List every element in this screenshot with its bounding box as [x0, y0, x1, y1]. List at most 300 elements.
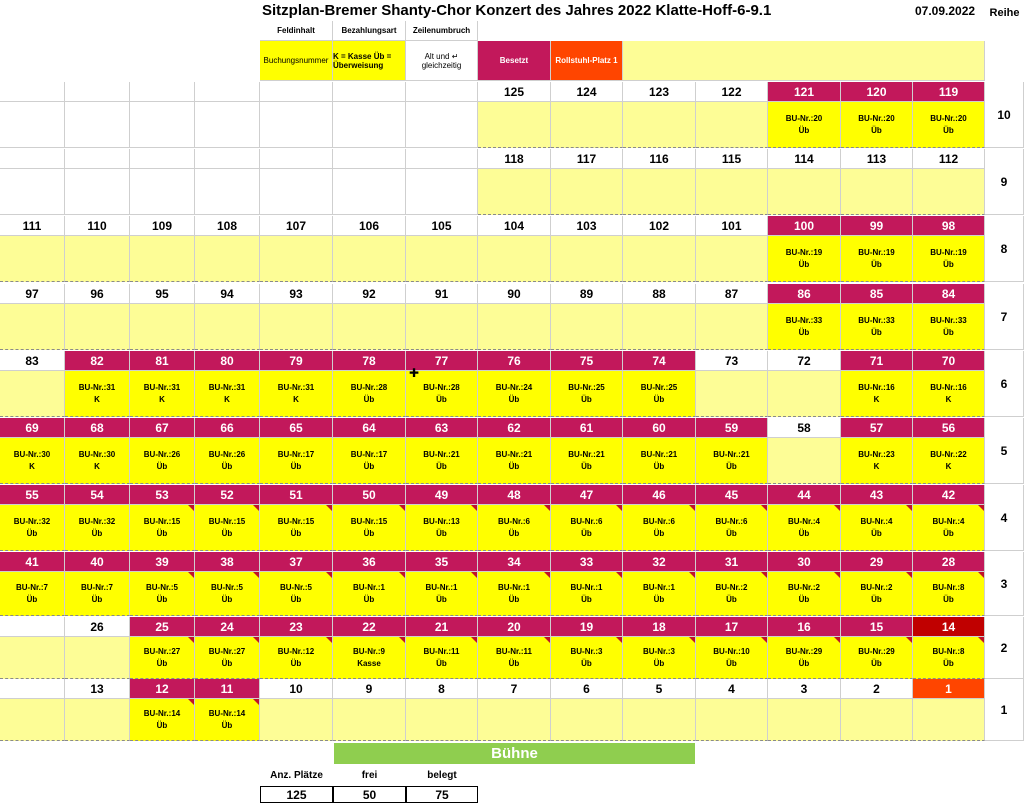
seat-booking[interactable]	[260, 236, 333, 282]
seat-number[interactable]: 73	[696, 351, 768, 371]
seat-number[interactable]: 103	[551, 216, 623, 236]
seat-number[interactable]: 47	[551, 485, 623, 505]
seat-booking[interactable]	[696, 438, 768, 484]
seat-number[interactable]: 107	[260, 216, 333, 236]
empty-cell[interactable]	[260, 169, 333, 215]
empty-cell[interactable]	[0, 82, 65, 102]
seat-booking[interactable]	[841, 102, 913, 148]
seat-booking[interactable]	[913, 304, 985, 350]
seat-number[interactable]: 70	[913, 351, 985, 371]
seat-booking[interactable]	[768, 572, 841, 616]
seat-number[interactable]: 12	[130, 679, 195, 699]
seat-booking[interactable]	[406, 572, 478, 616]
seat-booking[interactable]	[768, 236, 841, 282]
seat-booking[interactable]	[913, 637, 985, 679]
seat-booking[interactable]	[195, 637, 260, 679]
seat-booking[interactable]	[478, 438, 551, 484]
seat-number[interactable]: 96	[65, 284, 130, 304]
seat-booking[interactable]	[768, 637, 841, 679]
seat-booking[interactable]	[478, 637, 551, 679]
seat-booking[interactable]	[913, 371, 985, 417]
seat-booking[interactable]	[768, 505, 841, 551]
seat-number[interactable]: 16	[768, 617, 841, 637]
seat-booking[interactable]	[696, 169, 768, 215]
seat-number[interactable]	[0, 617, 65, 637]
seat-number[interactable]: 19	[551, 617, 623, 637]
seat-number[interactable]: 112	[913, 149, 985, 169]
empty-cell[interactable]	[333, 169, 406, 215]
seat-booking[interactable]	[841, 505, 913, 551]
seat-booking[interactable]	[65, 572, 130, 616]
payment-type: Üb	[436, 394, 447, 404]
seat-number[interactable]: 28	[913, 552, 985, 572]
seat-number[interactable]: 18	[623, 617, 696, 637]
seat-number[interactable]: 78	[333, 351, 406, 371]
booking-number: BU-Nr.:25	[568, 382, 605, 392]
empty-cell[interactable]	[195, 169, 260, 215]
seat-booking[interactable]	[195, 438, 260, 484]
seat-number[interactable]: 39	[130, 552, 195, 572]
seat-booking[interactable]	[406, 304, 478, 350]
empty-cell[interactable]	[406, 82, 478, 102]
seat-number[interactable]: 30	[768, 552, 841, 572]
seat-booking[interactable]	[406, 637, 478, 679]
seat-booking[interactable]	[333, 236, 406, 282]
seat-number[interactable]: 114	[768, 149, 841, 169]
booking-number: BU-Nr.:15	[143, 516, 181, 526]
seat-booking[interactable]	[333, 637, 406, 679]
seat-booking[interactable]	[65, 236, 130, 282]
seat-number[interactable]: 58	[768, 418, 841, 438]
seat-booking[interactable]	[551, 371, 623, 417]
seat-booking[interactable]	[551, 304, 623, 350]
seat-booking[interactable]	[333, 304, 406, 350]
seat-booking[interactable]	[623, 637, 696, 679]
seat-number[interactable]: 67	[130, 418, 195, 438]
empty-cell[interactable]	[406, 149, 478, 169]
empty-cell[interactable]	[65, 82, 130, 102]
seat-booking[interactable]	[195, 371, 260, 417]
payment-type: Üb	[871, 125, 882, 135]
seat-number[interactable]: 13	[65, 679, 130, 699]
seat-booking[interactable]	[130, 699, 195, 741]
seat-number[interactable]: 100	[768, 216, 841, 236]
seat-number[interactable]: 35	[406, 552, 478, 572]
seat-booking[interactable]	[260, 637, 333, 679]
seat-booking[interactable]	[623, 102, 696, 148]
empty-cell[interactable]	[0, 102, 65, 148]
seat-number[interactable]: 80	[195, 351, 260, 371]
seat-booking[interactable]	[696, 505, 768, 551]
empty-cell[interactable]	[195, 102, 260, 148]
seat-number[interactable]: 22	[333, 617, 406, 637]
empty-cell[interactable]	[0, 169, 65, 215]
seat-number[interactable]: 98	[913, 216, 985, 236]
seat-number[interactable]: 38	[195, 552, 260, 572]
seat-number[interactable]: 109	[130, 216, 195, 236]
booking-number: BU-Nr.:28	[350, 382, 388, 392]
seat-booking[interactable]	[478, 169, 551, 215]
payment-type: Üb	[221, 528, 233, 538]
seat-number[interactable]: 89	[551, 284, 623, 304]
seat-number[interactable]: 88	[623, 284, 696, 304]
seat-number[interactable]: 62	[478, 418, 551, 438]
seat-number[interactable]: 71	[841, 351, 913, 371]
seat-booking[interactable]	[696, 637, 768, 679]
seat-number[interactable]: 72	[768, 351, 841, 371]
seat-number[interactable]: 50	[333, 485, 406, 505]
seat-booking[interactable]	[478, 304, 551, 350]
seat-booking[interactable]	[913, 699, 985, 741]
seat-booking[interactable]	[478, 236, 551, 282]
seat-number[interactable]: 23	[260, 617, 333, 637]
seat-number[interactable]: 56	[913, 418, 985, 438]
seat-booking[interactable]	[768, 169, 841, 215]
seat-number[interactable]: 11	[195, 679, 260, 699]
empty-cell[interactable]	[130, 82, 195, 102]
seat-number[interactable]: 85	[841, 284, 913, 304]
empty-cell[interactable]	[333, 149, 406, 169]
seat-number[interactable]: 8	[406, 679, 478, 699]
seat-number[interactable]: 31	[696, 552, 768, 572]
seat-number[interactable]: 68	[65, 418, 130, 438]
seat-number[interactable]	[0, 679, 65, 699]
payment-type: Üb	[156, 528, 168, 538]
seat-booking[interactable]	[768, 102, 841, 148]
seat-number[interactable]: 65	[260, 418, 333, 438]
seat-booking[interactable]	[768, 438, 841, 484]
seat-number[interactable]: 66	[195, 418, 260, 438]
empty-cell[interactable]	[333, 102, 406, 148]
seat-number[interactable]: 59	[696, 418, 768, 438]
seat-number[interactable]: 117	[551, 149, 623, 169]
seat-number[interactable]: 44	[768, 485, 841, 505]
seat-number[interactable]: 101	[696, 216, 768, 236]
legend-field-head: Feldinhalt	[260, 21, 333, 41]
seat-booking[interactable]	[841, 236, 913, 282]
booking-number: BU-Nr.:5	[279, 582, 312, 592]
seat-number[interactable]: 82	[65, 351, 130, 371]
seat-booking[interactable]	[406, 236, 478, 282]
seat-number[interactable]: 24	[195, 617, 260, 637]
seat-number[interactable]: 60	[623, 418, 696, 438]
seat-booking[interactable]	[551, 169, 623, 215]
seat-number[interactable]: 49	[406, 485, 478, 505]
seat-booking[interactable]	[333, 438, 406, 484]
seat-booking[interactable]	[551, 637, 623, 679]
seat-booking[interactable]	[768, 371, 841, 417]
seat-booking[interactable]	[551, 102, 623, 148]
seat-number[interactable]: 34	[478, 552, 551, 572]
seat-booking[interactable]	[768, 699, 841, 741]
seat-number[interactable]: 1	[913, 679, 985, 699]
seat-number[interactable]: 21	[406, 617, 478, 637]
seat-booking[interactable]	[0, 438, 65, 484]
empty-cell[interactable]	[65, 149, 130, 169]
seat-booking[interactable]	[406, 505, 478, 551]
empty-cell[interactable]	[130, 149, 195, 169]
seat-booking[interactable]	[260, 304, 333, 350]
seat-booking[interactable]	[65, 637, 130, 679]
payment-type: Üb	[943, 594, 954, 604]
seat-booking[interactable]	[841, 438, 913, 484]
seat-number[interactable]: 45	[696, 485, 768, 505]
seat-booking[interactable]	[913, 505, 985, 551]
seat-number[interactable]: 77	[406, 351, 478, 371]
seat-number[interactable]: 119	[913, 82, 985, 102]
seat-number[interactable]: 83	[0, 351, 65, 371]
seat-number[interactable]: 41	[0, 552, 65, 572]
seat-number[interactable]: 102	[623, 216, 696, 236]
empty-cell[interactable]	[406, 102, 478, 148]
seat-number[interactable]: 69	[0, 418, 65, 438]
seat-booking[interactable]	[130, 304, 195, 350]
seat-booking[interactable]	[333, 505, 406, 551]
seat-booking[interactable]	[406, 699, 478, 741]
seat-number[interactable]: 25	[130, 617, 195, 637]
empty-cell[interactable]	[195, 149, 260, 169]
seat-booking[interactable]	[65, 438, 130, 484]
empty-cell[interactable]	[260, 102, 333, 148]
seat-number[interactable]: 94	[195, 284, 260, 304]
seat-booking[interactable]	[0, 637, 65, 679]
seat-booking[interactable]	[696, 236, 768, 282]
empty-cell[interactable]	[260, 149, 333, 169]
seat-number[interactable]: 115	[696, 149, 768, 169]
seat-number[interactable]: 111	[0, 216, 65, 236]
seat-number[interactable]: 3	[768, 679, 841, 699]
seat-booking[interactable]	[130, 236, 195, 282]
seat-booking[interactable]	[130, 371, 195, 417]
seat-number[interactable]: 118	[478, 149, 551, 169]
seat-number[interactable]: 33	[551, 552, 623, 572]
seat-booking[interactable]	[478, 505, 551, 551]
seat-number[interactable]: 54	[65, 485, 130, 505]
seat-booking[interactable]	[406, 438, 478, 484]
empty-cell[interactable]	[260, 82, 333, 102]
seat-number[interactable]: 17	[696, 617, 768, 637]
seat-number[interactable]: 5	[623, 679, 696, 699]
seat-number[interactable]: 14	[913, 617, 985, 637]
seat-number[interactable]: 106	[333, 216, 406, 236]
booking-number: BU-Nr.:20	[930, 113, 967, 123]
seat-booking[interactable]	[130, 637, 195, 679]
seat-number[interactable]: 48	[478, 485, 551, 505]
payment-type: Üb	[653, 658, 665, 668]
seat-booking[interactable]	[0, 572, 65, 616]
seat-booking[interactable]	[333, 371, 406, 417]
seat-booking[interactable]	[130, 438, 195, 484]
seat-booking[interactable]	[913, 102, 985, 148]
seat-number[interactable]: 74	[623, 351, 696, 371]
booking-number: BU-Nr.:30	[13, 449, 51, 459]
seat-booking[interactable]	[623, 169, 696, 215]
seat-booking[interactable]	[130, 572, 195, 616]
seat-booking[interactable]	[551, 505, 623, 551]
seat-booking[interactable]	[696, 304, 768, 350]
seat-number[interactable]: 52	[195, 485, 260, 505]
seat-booking[interactable]	[260, 572, 333, 616]
seat-number[interactable]: 105	[406, 216, 478, 236]
payment-type: Üb	[156, 594, 168, 604]
empty-cell[interactable]	[195, 82, 260, 102]
seat-number[interactable]: 90	[478, 284, 551, 304]
seat-booking[interactable]	[768, 304, 841, 350]
seat-booking[interactable]	[333, 572, 406, 616]
seat-number[interactable]: 84	[913, 284, 985, 304]
seat-number[interactable]: 120	[841, 82, 913, 102]
seat-booking[interactable]	[623, 438, 696, 484]
seat-number[interactable]: 6	[551, 679, 623, 699]
seat-booking[interactable]	[913, 236, 985, 282]
seat-booking[interactable]	[260, 505, 333, 551]
seat-booking[interactable]	[696, 371, 768, 417]
empty-cell[interactable]	[0, 149, 65, 169]
payment-type: Üb	[508, 461, 520, 471]
booking-number: BU-Nr.:27	[143, 646, 181, 656]
booking-number: BU-Nr.:25	[640, 382, 678, 392]
seat-booking[interactable]	[696, 102, 768, 148]
seat-number[interactable]: 9	[333, 679, 406, 699]
seat-number[interactable]: 63	[406, 418, 478, 438]
empty-cell[interactable]	[333, 82, 406, 102]
booking-number: BU-Nr.:1	[642, 582, 675, 592]
seat-number[interactable]: 93	[260, 284, 333, 304]
empty-cell[interactable]	[130, 102, 195, 148]
seat-booking[interactable]	[623, 371, 696, 417]
seat-booking[interactable]	[65, 505, 130, 551]
seat-booking[interactable]	[696, 572, 768, 616]
seat-booking[interactable]	[0, 236, 65, 282]
seat-number[interactable]: 91	[406, 284, 478, 304]
seat-booking[interactable]	[195, 572, 260, 616]
seat-booking[interactable]	[478, 102, 551, 148]
seat-number[interactable]: 53	[130, 485, 195, 505]
seat-number[interactable]: 97	[0, 284, 65, 304]
seat-booking[interactable]	[841, 169, 913, 215]
seat-booking[interactable]	[841, 637, 913, 679]
seat-booking[interactable]	[65, 304, 130, 350]
empty-cell[interactable]	[65, 169, 130, 215]
seat-booking[interactable]	[0, 304, 65, 350]
seat-number[interactable]: 7	[478, 679, 551, 699]
seat-booking[interactable]	[195, 304, 260, 350]
seat-booking[interactable]	[551, 438, 623, 484]
seat-number[interactable]: 61	[551, 418, 623, 438]
seat-number[interactable]: 86	[768, 284, 841, 304]
seat-number[interactable]: 43	[841, 485, 913, 505]
seat-number[interactable]: 37	[260, 552, 333, 572]
empty-cell[interactable]	[406, 169, 478, 215]
seat-booking[interactable]	[841, 699, 913, 741]
seat-booking[interactable]	[623, 699, 696, 741]
seat-number[interactable]: 81	[130, 351, 195, 371]
seat-booking[interactable]	[478, 699, 551, 741]
seat-number[interactable]: 87	[696, 284, 768, 304]
empty-cell[interactable]	[65, 102, 130, 148]
seat-number[interactable]: 20	[478, 617, 551, 637]
seat-number[interactable]: 46	[623, 485, 696, 505]
seat-number[interactable]: 95	[130, 284, 195, 304]
seat-number[interactable]: 36	[333, 552, 406, 572]
seat-booking[interactable]	[551, 699, 623, 741]
seat-booking[interactable]	[65, 371, 130, 417]
seat-number[interactable]: 32	[623, 552, 696, 572]
seat-number[interactable]: 99	[841, 216, 913, 236]
seat-number[interactable]: 51	[260, 485, 333, 505]
seat-booking[interactable]	[260, 438, 333, 484]
seat-number[interactable]: 29	[841, 552, 913, 572]
booking-number: BU-Nr.:3	[642, 646, 675, 656]
seat-booking[interactable]	[333, 699, 406, 741]
seat-number[interactable]: 75	[551, 351, 623, 371]
seat-number[interactable]: 64	[333, 418, 406, 438]
seat-number[interactable]: 2	[841, 679, 913, 699]
seat-booking[interactable]	[260, 699, 333, 741]
seat-booking[interactable]	[623, 304, 696, 350]
seat-booking[interactable]	[130, 505, 195, 551]
seat-number[interactable]: 4	[696, 679, 768, 699]
seat-booking[interactable]	[0, 699, 65, 741]
seat-number[interactable]: 125	[478, 82, 551, 102]
seat-booking[interactable]	[65, 699, 130, 741]
booking-number: BU-Nr.:10	[713, 646, 750, 656]
seat-booking[interactable]	[913, 572, 985, 616]
seat-number[interactable]: 57	[841, 418, 913, 438]
seat-number[interactable]: 113	[841, 149, 913, 169]
seat-booking[interactable]	[195, 505, 260, 551]
seat-number[interactable]: 122	[696, 82, 768, 102]
booking-number: BU-Nr.:19	[785, 247, 823, 257]
seat-booking[interactable]	[195, 699, 260, 741]
seat-number[interactable]: 123	[623, 82, 696, 102]
seat-number[interactable]: 104	[478, 216, 551, 236]
seat-number[interactable]: 110	[65, 216, 130, 236]
empty-cell[interactable]	[130, 169, 195, 215]
seat-number[interactable]: 55	[0, 485, 65, 505]
seat-booking[interactable]	[0, 371, 65, 417]
seat-booking[interactable]	[260, 371, 333, 417]
seat-number[interactable]: 42	[913, 485, 985, 505]
seat-number[interactable]: 124	[551, 82, 623, 102]
seat-number[interactable]: 10	[260, 679, 333, 699]
seat-number[interactable]: 40	[65, 552, 130, 572]
seat-booking[interactable]	[841, 304, 913, 350]
seat-number[interactable]: 15	[841, 617, 913, 637]
seat-booking[interactable]	[478, 371, 551, 417]
seat-booking[interactable]	[623, 236, 696, 282]
seat-booking[interactable]	[551, 572, 623, 616]
seat-booking[interactable]	[623, 505, 696, 551]
seat-booking[interactable]	[841, 371, 913, 417]
seat-number[interactable]: 121	[768, 82, 841, 102]
seat-number[interactable]: 108	[195, 216, 260, 236]
seat-number[interactable]: 26	[65, 617, 130, 637]
seat-number[interactable]: 79	[260, 351, 333, 371]
seat-booking[interactable]	[195, 236, 260, 282]
seat-number[interactable]: 76	[478, 351, 551, 371]
seat-booking[interactable]	[551, 236, 623, 282]
seat-booking[interactable]	[623, 572, 696, 616]
seat-booking[interactable]	[478, 572, 551, 616]
seat-booking[interactable]	[696, 699, 768, 741]
seat-number[interactable]: 92	[333, 284, 406, 304]
seat-booking[interactable]	[913, 169, 985, 215]
seat-booking[interactable]	[841, 572, 913, 616]
seat-booking[interactable]	[0, 505, 65, 551]
seat-number[interactable]: 116	[623, 149, 696, 169]
seat-booking[interactable]	[913, 438, 985, 484]
